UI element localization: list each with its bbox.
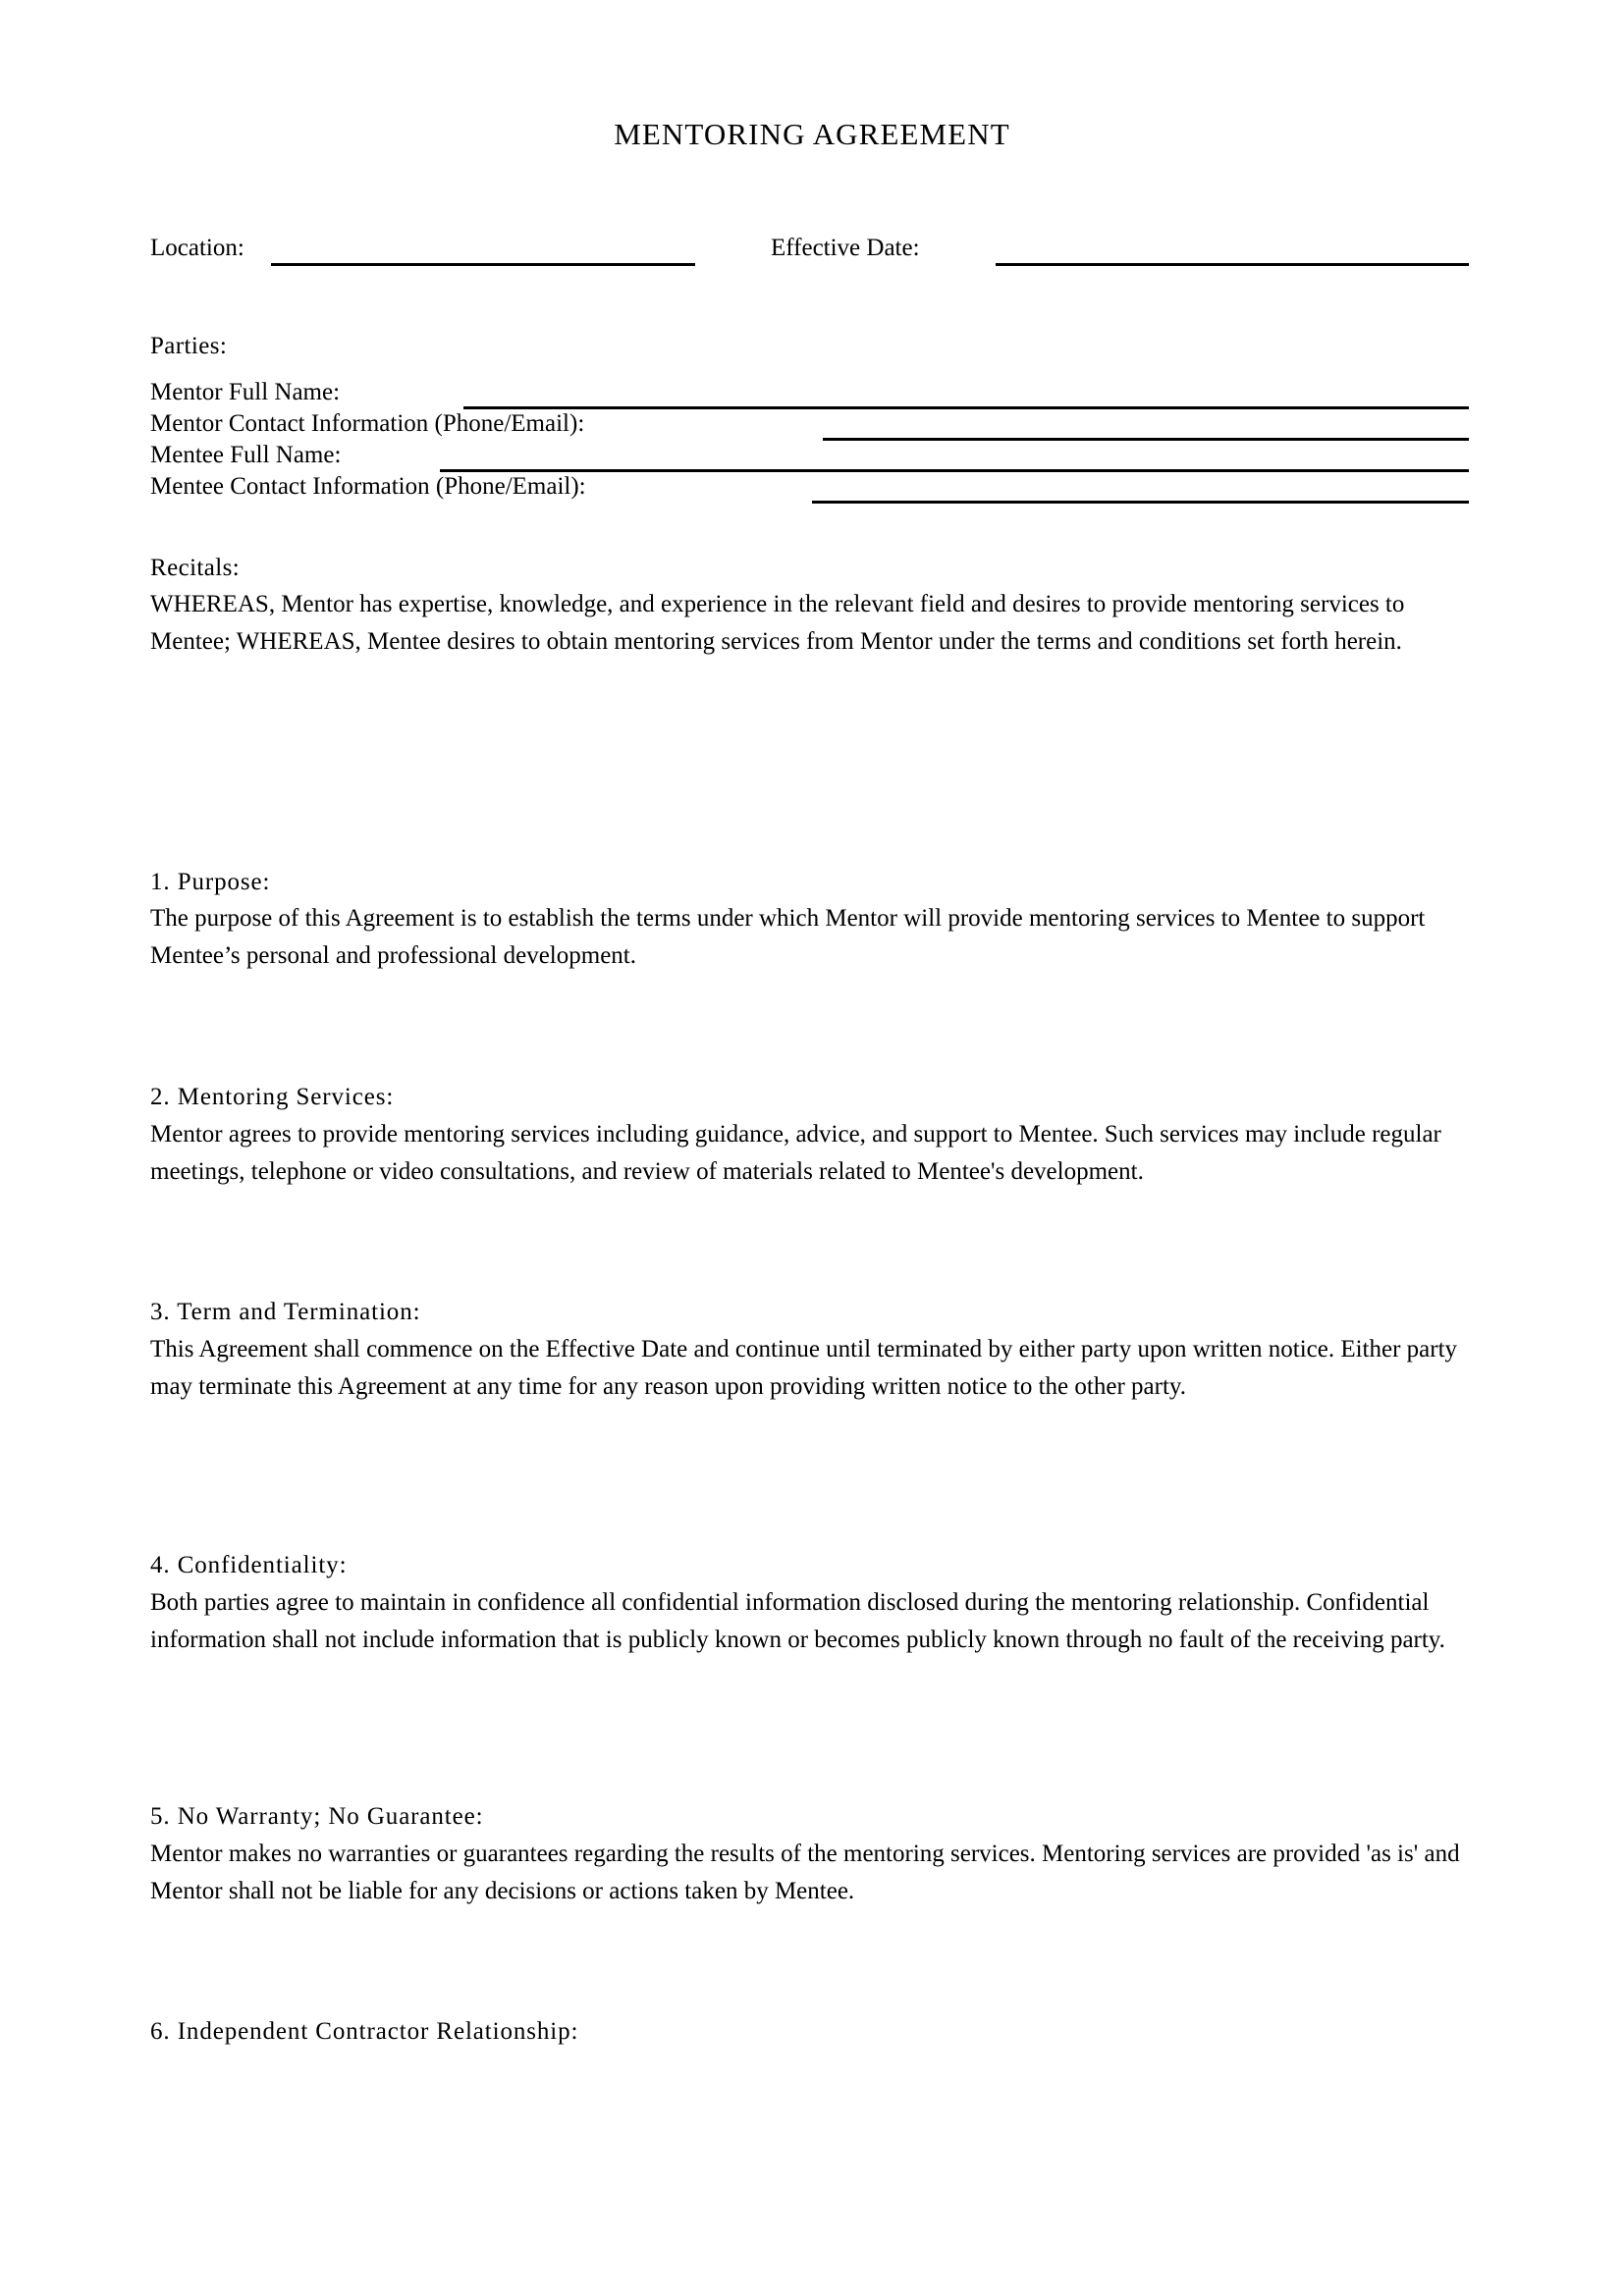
location-input[interactable] [271, 263, 695, 266]
section-heading-no-warranty: 5. No Warranty; No Guarantee: [150, 1803, 484, 1830]
effective-date-label: Effective Date: [771, 235, 920, 261]
mentee-contact-input[interactable] [812, 501, 1469, 504]
recitals-body: WHEREAS, Mentor has expertise, knowledge, and experience in the relevant field and desires to provide mentoring services to Mentee; WHEREAS, Mentee desires to obtain mentoring services from Mentor under the terms and conditions set forth herein. [150, 591, 1405, 655]
recitals-heading: Recitals: [150, 555, 241, 581]
page-title: MENTORING AGREEMENT [614, 117, 1010, 151]
mentee-full-name-label: Mentee Full Name: [150, 442, 342, 468]
mentor-contact-label: Mentor Contact Information (Phone/Email): [150, 410, 585, 437]
section-heading-independent-contractor: 6. Independent Contractor Relationship: [150, 2018, 579, 2045]
mentor-full-name-label: Mentor Full Name: [150, 379, 341, 405]
section-body-purpose: The purpose of this Agreement is to establish the terms under which Mentor will provide mentoring services to Mentee to support Mentee’s personal and professional development. [150, 905, 1426, 969]
section-body-mentoring-services: Mentor agrees to provide mentoring services including guidance, advice, and support to Mentee. Such services may include regular meetings, telephone or video consultations, and review of materials related to Mentee's development. [150, 1121, 1441, 1185]
section-heading-mentoring-services: 2. Mentoring Services: [150, 1084, 395, 1110]
section-heading-confidentiality: 4. Confidentiality: [150, 1552, 348, 1578]
section-body-confidentiality: Both parties agree to maintain in confidence all confidential information disclosed during the mentoring relationship. Confidential information shall not include information that is publicly known or becomes publicly known through no fault of the receiving party. [150, 1589, 1445, 1653]
party-row-mentee-contact [150, 470, 1469, 517]
section-body-no-warranty: Mentor makes no warranties or guarantees regarding the results of the mentoring services. Mentoring services are provided 'as is' and Mentor shall not be liable for any decisions or actions taken by Mentee. [150, 1841, 1460, 1904]
mentee-contact-label: Mentee Contact Information (Phone/Email): [150, 473, 586, 500]
location-label: Location: [150, 235, 244, 261]
section-heading-term-and-termination: 3. Term and Termination: [150, 1299, 421, 1325]
section-body-term-and-termination: This Agreement shall commence on the Effective Date and continue until terminated by either party upon written notice. Either party may terminate this Agreement at any time for any reason upon providing written notice to the other party. [150, 1336, 1458, 1400]
parties-heading: Parties: [150, 333, 228, 359]
effective-date-input[interactable] [996, 263, 1469, 266]
header-fields-row [150, 232, 1469, 271]
section-heading-purpose: 1. Purpose: [150, 869, 271, 895]
